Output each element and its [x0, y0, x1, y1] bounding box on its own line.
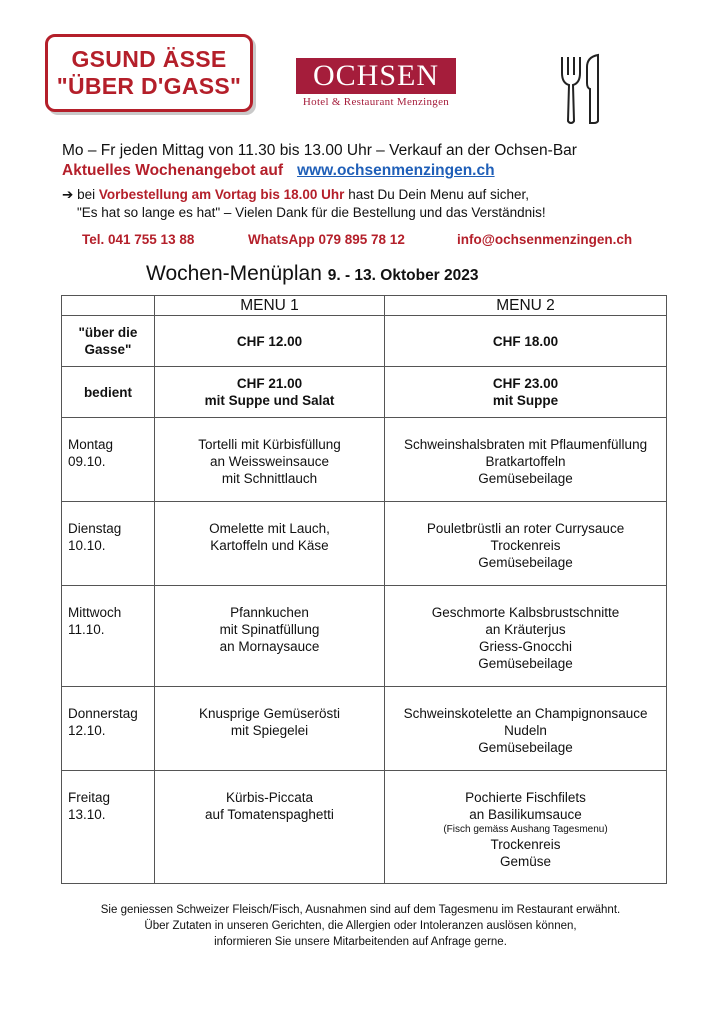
table-row: [62, 771, 667, 884]
logo-name: OCHSEN: [296, 58, 456, 94]
gsund-aesse-badge: [45, 34, 253, 112]
day-name: Donnerstag: [68, 706, 138, 721]
table-row: [62, 418, 667, 502]
day-name: Dienstag: [68, 521, 122, 536]
bedient-desc1: mit Suppe und Salat: [204, 393, 335, 408]
menu2-dish: [385, 586, 667, 687]
dish-line: an Weissweinsauce: [209, 454, 329, 469]
title-dates: 9. - 13. Oktober 2023: [327, 267, 479, 284]
gasse-label-line2: Gasse": [84, 342, 132, 357]
menu1-dish: [154, 418, 384, 502]
menu2-dish: [385, 687, 667, 771]
logo-subtitle: Hotel & Restaurant Menzingen: [302, 96, 450, 108]
bedient-price-row: [62, 367, 667, 418]
dish-line: Griess-Gnocchi: [479, 639, 573, 654]
menu2-dish: [385, 502, 667, 586]
dish-line: Knusprige Gemüserösti: [198, 706, 341, 721]
menu-table: [61, 295, 667, 884]
menu2-dish: [385, 418, 667, 502]
day-date: 12.10.: [68, 723, 106, 738]
dish-line: Schweinshalsbraten mit Pflaumenfüllung: [403, 437, 648, 452]
day-cell: [62, 586, 155, 687]
website-link[interactable]: www.ochsenmenzingen.ch: [297, 162, 495, 179]
opening-hours: Mo – Fr jeden Mittag von 11.30 bis 13.00 Uhr – Verkauf an der Ochsen-Bar: [62, 142, 577, 159]
whatsapp-number[interactable]: WhatsApp 079 895 78 12: [248, 232, 405, 247]
day-date: 10.10.: [68, 538, 106, 553]
day-date: 13.10.: [68, 807, 106, 822]
bedient-desc2: mit Suppe: [492, 393, 559, 408]
dish-line: Geschmorte Kalbsbrustschnitte: [431, 605, 620, 620]
footer-line-2: Über Zutaten in unseren Gerichten, die Allergien oder Intoleranzen auslösen können,: [144, 920, 577, 932]
dish-line: an Kräuterjus: [485, 622, 566, 637]
table-header-row: [62, 296, 667, 316]
day-name: Freitag: [68, 790, 111, 805]
menu1-dish: [154, 771, 384, 884]
bedient-price1: CHF 21.00: [236, 376, 303, 391]
dish-line: Pouletbrüstli an roter Currysauce: [426, 521, 625, 536]
day-name: Mittwoch: [68, 605, 122, 620]
dish-line: Bratkartoffeln: [485, 454, 566, 469]
day-cell: [62, 418, 155, 502]
menu1-dish: [154, 502, 384, 586]
weekly-offer: [62, 162, 495, 180]
dish-line: mit Spinatfüllung: [219, 622, 320, 637]
footer-note: [0, 902, 721, 950]
preorder-highlight: Vorbestellung am Vortag bis 18.00 Uhr: [98, 187, 345, 202]
dish-line: Schweinskotelette an Champignonsauce: [403, 706, 648, 721]
dish-line: Pfannkuchen: [230, 605, 309, 620]
gasse-label-line1: "über die: [78, 325, 138, 340]
menu1-header: MENU 1: [154, 296, 384, 316]
menu2-header: MENU 2: [385, 296, 667, 316]
dish-line: auf Tomatenspaghetti: [205, 807, 334, 822]
preorder-suffix: hast Du Dein Menu auf sicher,: [348, 187, 530, 202]
dish-line: Tortelli mit Kürbisfüllung: [198, 437, 341, 452]
dish-line: Gemüsebeilage: [478, 740, 573, 755]
dish-line: Gemüsebeilage: [478, 656, 573, 671]
table-row: [62, 586, 667, 687]
dish-line: Kürbis-Piccata: [225, 790, 313, 805]
preorder-prefix: bei: [77, 187, 96, 202]
menu1-dish: [154, 687, 384, 771]
fork-knife-icon: [556, 53, 606, 125]
arrow-right-icon: ➔: [62, 187, 74, 202]
table-row: [62, 687, 667, 771]
weekly-offer-text: Aktuelles Wochenangebot auf: [62, 162, 284, 179]
dish-line: Gemüse: [500, 854, 552, 869]
dish-line: an Mornaysauce: [219, 639, 320, 654]
header-empty-cell: [62, 296, 155, 316]
menu2-dish: [385, 771, 667, 884]
footer-line-3: informieren Sie unsere Mitarbeitenden auf Anfrage gerne.: [214, 936, 507, 948]
ochsen-logo: [296, 58, 456, 114]
dish-line: Trockenreis: [490, 837, 561, 852]
badge-line-1: GSUND ÄSSE: [71, 46, 227, 72]
dish-line: Omelette mit Lauch,: [209, 521, 330, 536]
gasse-price-menu1: CHF 12.00: [154, 316, 384, 367]
day-cell: [62, 502, 155, 586]
day-cell: [62, 771, 155, 884]
phone-number[interactable]: Tel. 041 755 13 88: [82, 232, 195, 247]
footer-line-1: Sie geniessen Schweizer Fleisch/Fisch, Ausnahmen sind auf dem Tagesmenu im Restaurant erwähnt.: [100, 904, 621, 916]
day-date: 11.10.: [68, 622, 105, 637]
gasse-label: [62, 316, 155, 367]
bedient-price-menu1: [154, 367, 384, 418]
dish-line: Trockenreis: [490, 538, 561, 553]
day-name: Montag: [68, 437, 114, 452]
day-date: 09.10.: [68, 454, 106, 469]
dish-line: mit Schnittlauch: [221, 471, 318, 486]
menu1-dish: [154, 586, 384, 687]
page-title: [146, 262, 479, 286]
gasse-price-row: [62, 316, 667, 367]
gasse-price-menu2: CHF 18.00: [385, 316, 667, 367]
bedient-price-menu2: [385, 367, 667, 418]
preorder-note-2: "Es hat so lange es hat" – Vielen Dank für die Bestellung und das Verständnis!: [77, 205, 546, 220]
table-row: [62, 502, 667, 586]
preorder-note: [62, 187, 529, 203]
dish-line: Gemüsebeilage: [478, 471, 573, 486]
dish-line: Nudeln: [504, 723, 547, 738]
dish-note: (Fisch gemäss Aushang Tagesmenu): [443, 824, 608, 835]
bedient-label: bedient: [62, 367, 155, 418]
email-address[interactable]: info@ochsenmenzingen.ch: [457, 232, 633, 247]
day-cell: [62, 687, 155, 771]
dish-line: Gemüsebeilage: [478, 555, 573, 570]
dish-line: Kartoffeln und Käse: [210, 538, 329, 553]
bedient-price2: CHF 23.00: [492, 376, 559, 391]
dish-line: an Basilikumsauce: [469, 807, 582, 822]
dish-line: mit Spiegelei: [230, 723, 309, 738]
title-main: Wochen-Menüplan: [146, 262, 322, 285]
dish-line: Pochierte Fischfilets: [465, 790, 586, 805]
badge-line-2: "ÜBER D'GASS": [56, 73, 242, 99]
